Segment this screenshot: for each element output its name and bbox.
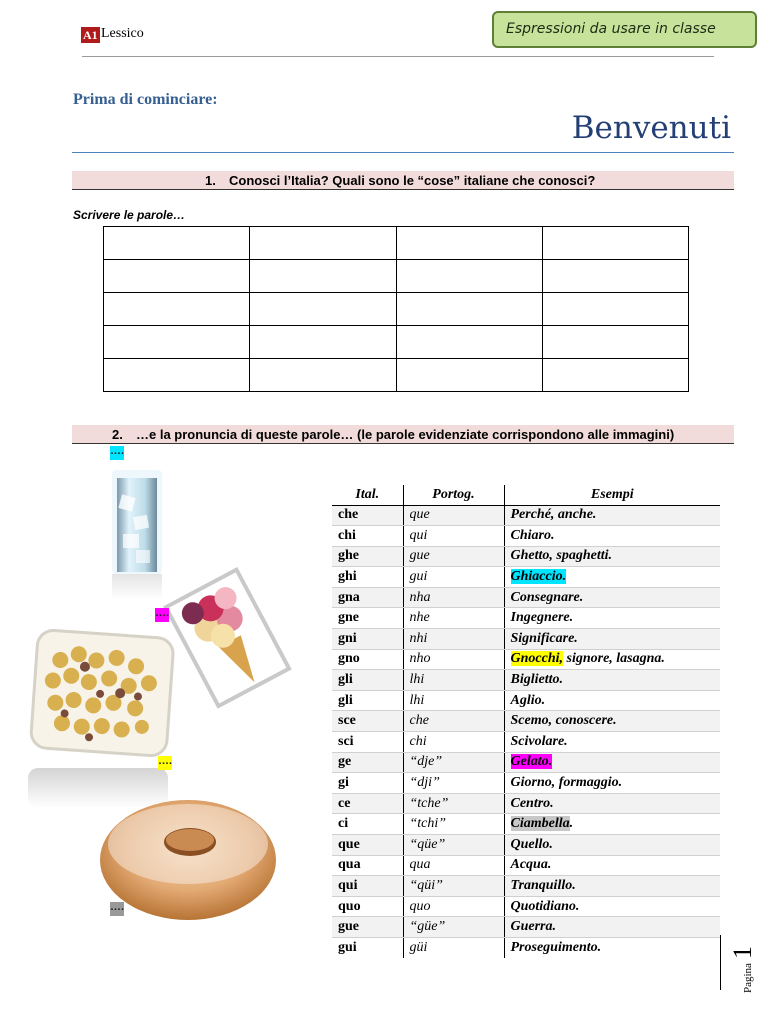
example-cell [504,917,720,938]
portuguese-cell: güi [403,937,504,958]
example-cell [504,876,720,897]
word-grid-cell[interactable] [396,293,542,326]
portuguese-cell: “tchi” [403,814,504,835]
example-cell [504,670,720,691]
italian-cell: ce [332,793,403,814]
image-tag-blank: …. [110,446,124,460]
example-text: signore, lasagna. [563,651,665,667]
italian-cell: gna [332,587,403,608]
italian-cell: ghi [332,567,403,588]
example-cell [504,649,720,670]
example-cell [504,608,720,629]
exercise1-question: Conosci l’Italia? Quali sono le “cose” italiane che conosci? [229,173,596,188]
example-text: Scivolare. [510,733,568,749]
word-grid-cell[interactable] [104,359,250,392]
page-num: 1 [728,946,757,960]
word-grid-cell[interactable] [104,326,250,359]
example-text: Significare. [510,630,578,646]
italian-cell: sce [332,711,403,732]
italian-cell: sci [332,732,403,753]
example-cell [504,567,720,588]
portuguese-cell: “güe” [403,917,504,938]
word-grid-cell[interactable] [396,227,542,260]
word-grid-cell[interactable] [396,326,542,359]
italian-cell: que [332,835,403,856]
example-cell [504,732,720,753]
example-cell [504,773,720,794]
portuguese-cell: “dji” [403,773,504,794]
table-row [332,876,720,897]
intro-subtitle: Prima di cominciare: [73,91,218,108]
italian-cell: gli [332,690,403,711]
example-text: Acqua. [510,857,552,873]
portuguese-cell: “tche” [403,793,504,814]
table-row [332,793,720,814]
italian-cell: gli [332,670,403,691]
word-grid-cell[interactable] [542,293,688,326]
example-cell [504,587,720,608]
table-header-row [332,485,720,505]
word-grid-cell[interactable] [104,293,250,326]
col-header-portuguese: Portog. [403,485,504,505]
word-grid-cell[interactable] [542,227,688,260]
example-cell [504,711,720,732]
gelato-cone-image [160,562,295,712]
italian-cell: chi [332,526,403,547]
example-text: Perché, anche. [510,507,597,523]
ciambella-donut-image [98,796,278,924]
portuguese-cell: nho [403,649,504,670]
word-grid-row [104,227,689,260]
word-grid-cell[interactable] [542,260,688,293]
example-cell [504,855,720,876]
table-row [332,835,720,856]
italian-cell: gui [332,937,403,958]
italian-cell: gne [332,608,403,629]
example-cell [504,629,720,650]
exercise1-number: 1. [205,173,216,188]
italian-cell: gni [332,629,403,650]
italian-cell: gno [332,649,403,670]
portuguese-cell: nhi [403,629,504,650]
word-grid-cell[interactable] [250,359,396,392]
table-row [332,732,720,753]
italian-cell: gi [332,773,403,794]
example-text: Consegnare. [510,589,584,605]
table-row [332,896,720,917]
example-cell [504,505,720,526]
table-row [332,629,720,650]
italian-cell: ci [332,814,403,835]
table-row [332,587,720,608]
portuguese-cell: lhi [403,690,504,711]
example-text: Ingegnere. [510,610,574,626]
word-grid-cell[interactable] [396,359,542,392]
example-text: Biglietto. [510,672,563,688]
example-cell [504,814,720,835]
example-text: Tranquillo. [510,877,576,893]
exercise2-question: …e la pronuncia di queste parole… (le parole evidenziate corrispondono alle immagini) [136,427,675,442]
footer-rule [720,935,721,990]
word-grid-cell[interactable] [104,260,250,293]
example-text: Proseguimento. [510,940,602,956]
page-title: Benvenuti [571,110,731,146]
word-grid [103,226,689,392]
example-text: . [569,816,574,832]
word-grid-cell[interactable] [396,260,542,293]
table-row [332,752,720,773]
col-header-italian: Ital. [332,485,403,505]
portuguese-cell: lhi [403,670,504,691]
portuguese-cell: che [403,711,504,732]
word-grid-cell[interactable] [104,227,250,260]
italian-cell: qui [332,876,403,897]
portuguese-cell: nhe [403,608,504,629]
page-word: Pagina [742,963,754,993]
portuguese-cell: gue [403,546,504,567]
highlighted-word: Gnocchi, [510,651,563,667]
portuguese-cell: chi [403,732,504,753]
italian-cell: quo [332,896,403,917]
portuguese-cell: quo [403,896,504,917]
example-text: Giorno, formaggio. [510,775,623,791]
example-cell [504,835,720,856]
table-row [332,526,720,547]
portuguese-cell: gui [403,567,504,588]
portuguese-cell: “dje” [403,752,504,773]
col-header-examples: Esempi [504,485,720,505]
italian-cell: ghe [332,546,403,567]
word-grid-cell[interactable] [542,326,688,359]
image-tag-blank: …. [158,756,172,770]
table-row [332,814,720,835]
word-grid-cell[interactable] [250,260,396,293]
table-row [332,855,720,876]
exercise2-header [72,425,734,444]
word-grid-row [104,326,689,359]
exercise1-instruction: Scrivere le parole… [73,208,186,222]
italian-cell: che [332,505,403,526]
table-row [332,670,720,691]
table-row [332,608,720,629]
table-row [332,690,720,711]
example-text: Quotidiano. [510,898,580,914]
table-row [332,773,720,794]
table-row [332,546,720,567]
exercise2-number: 2. [112,427,123,442]
highlighted-word: Ghiaccio. [510,569,567,585]
portuguese-cell: qui [403,526,504,547]
example-cell [504,896,720,917]
table-row [332,649,720,670]
image-tag-blank: …. [110,902,124,916]
header-divider [82,56,714,57]
word-grid-row [104,359,689,392]
word-grid-cell[interactable] [250,227,396,260]
table-row [332,711,720,732]
table-row [332,937,720,958]
exercise1-header [72,171,734,190]
example-cell [504,526,720,547]
topic-box: Espressioni da usare in classe [492,11,757,48]
example-cell [504,937,720,958]
portuguese-cell: nha [403,587,504,608]
italian-cell: qua [332,855,403,876]
word-grid-row [104,293,689,326]
portuguese-cell: qua [403,855,504,876]
highlighted-word: Ciambella [510,816,570,832]
example-cell [504,752,720,773]
word-grid-cell[interactable] [542,359,688,392]
word-grid-row [104,260,689,293]
word-grid-cell[interactable] [250,326,396,359]
table-row [332,567,720,588]
glass-of-ice-image [108,466,166,602]
example-text: Ghetto, spaghetti. [510,548,613,564]
table-row [332,917,720,938]
pronunciation-table [332,485,720,958]
italian-cell: ge [332,752,403,773]
portuguese-cell: “qüi” [403,876,504,897]
portuguese-cell: “qüe” [403,835,504,856]
italian-cell: gue [332,917,403,938]
portuguese-cell: que [403,505,504,526]
example-text: Scemo, conoscere. [510,713,617,729]
example-cell [504,690,720,711]
word-grid-cell[interactable] [250,293,396,326]
example-text: Aglio. [510,692,546,708]
example-cell [504,546,720,567]
title-divider [72,152,734,153]
level-badge: A1 [83,28,98,42]
image-tag-blank: …. [155,608,169,622]
example-text: Chiaro. [510,527,555,543]
section-label: Lessico [101,26,144,41]
example-text: Centro. [510,795,554,811]
example-cell [504,793,720,814]
example-text: Quello. [510,836,553,852]
table-row [332,505,720,526]
page-number [726,935,756,995]
gnocchi-dish-image [28,628,176,762]
example-text: Guerra. [510,919,557,935]
highlighted-word: Gelato. [510,754,553,770]
